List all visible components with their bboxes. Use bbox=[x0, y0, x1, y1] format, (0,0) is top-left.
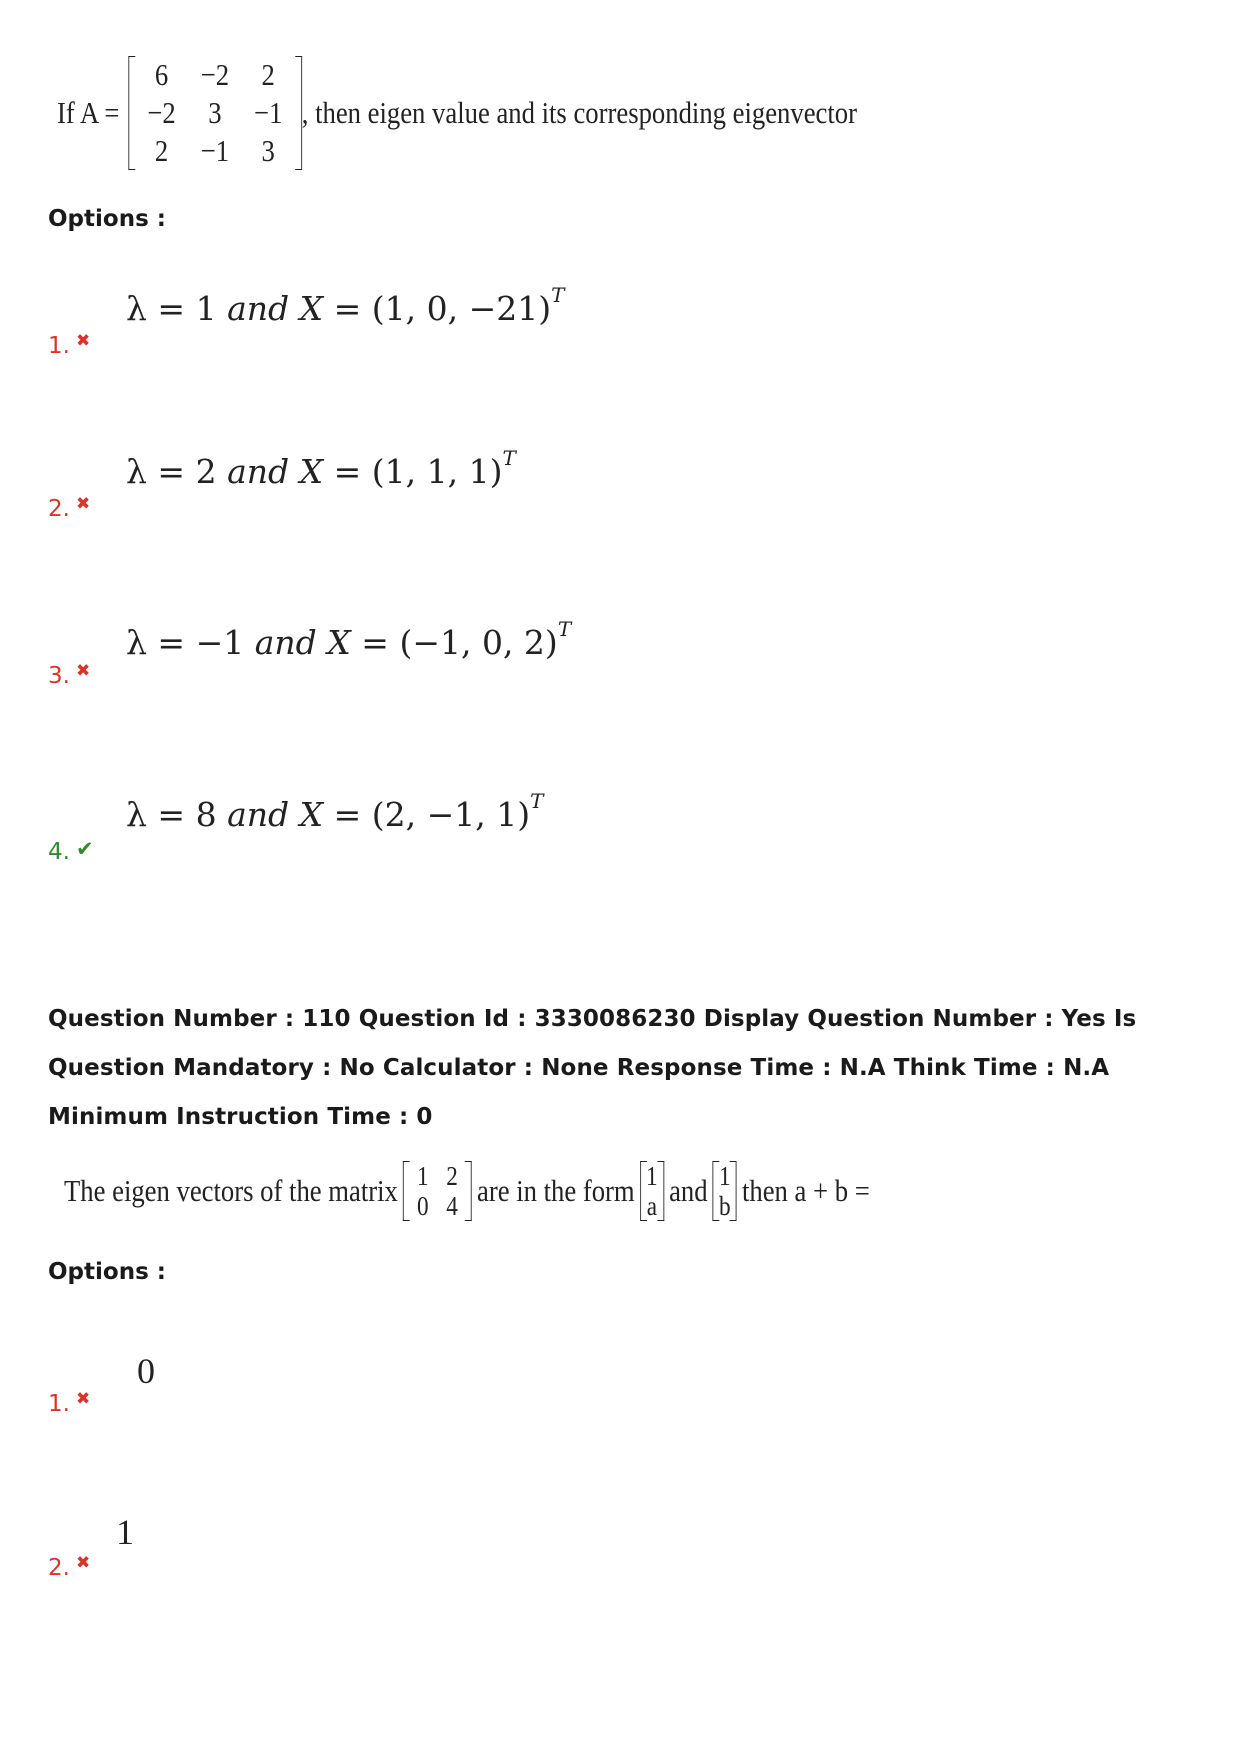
question-109-statement bbox=[57, 58, 857, 168]
wrong-icon: ✖ bbox=[75, 331, 91, 351]
option-1-content: 0 bbox=[137, 1351, 155, 1391]
option-1-number: 1. ✖ bbox=[48, 1389, 91, 1417]
option-3-number: 3. ✖ bbox=[48, 661, 91, 689]
matrix-a-cell-1-1: 3 bbox=[208, 95, 222, 130]
matrix-a-cell-2-0: 2 bbox=[154, 133, 169, 168]
option-1-content: λ = 1 and X = (1, 0, −21)$^T$ bbox=[126, 283, 565, 328]
statement-suffix: then a + b = bbox=[741, 1173, 870, 1208]
matrix-a-cell-1-0: −2 bbox=[147, 95, 176, 130]
options-label: Options : bbox=[48, 206, 166, 232]
matrix-a-cell-0-1: −2 bbox=[200, 57, 230, 92]
option-2-content: λ = 2 and X = (1, 1, 1)$^T$ bbox=[126, 446, 516, 491]
statement-mid: are in the form bbox=[476, 1173, 635, 1208]
option-2-content: 1 bbox=[116, 1512, 134, 1552]
option-1-number: 1. ✖ bbox=[48, 331, 91, 359]
option-3-content: λ = −1 and X = (−1, 0, 2)$^T$ bbox=[126, 617, 572, 662]
vector-a-cell-1-0: a bbox=[646, 1191, 658, 1221]
option-2-number: 2. ✖ bbox=[48, 494, 91, 522]
question-110-meta: Question Number : 110 Question Id : 3330086230 Display Question Number : Yes Is Question Mandatory : No Calculator : None Response Time : N.A Think Time : N.A Minimum Instruction Time : 0 bbox=[48, 1006, 1137, 1130]
matrix-2x2-cell-0-1: 2 bbox=[446, 1161, 458, 1191]
vector-b bbox=[713, 1161, 737, 1221]
matrix-a-cell-1-2: −1 bbox=[254, 95, 283, 130]
vector-a bbox=[640, 1161, 664, 1221]
question-110-statement bbox=[64, 1155, 870, 1227]
matrix-2x2-cell-1-0: 0 bbox=[417, 1191, 429, 1221]
matrix-a-cell-2-2: 3 bbox=[261, 133, 275, 168]
matrix-a-cell-2-1: −1 bbox=[200, 133, 230, 168]
matrix-2x2-cell-0-0: 1 bbox=[417, 1161, 429, 1191]
vector-b-cell-0-0: 1 bbox=[718, 1161, 731, 1191]
option-4-number: 4. ✔ bbox=[48, 837, 94, 865]
option-4-content: λ = 8 and X = (2, −1, 1)$^T$ bbox=[126, 789, 544, 834]
statement-and: and bbox=[669, 1173, 708, 1208]
wrong-icon: ✖ bbox=[75, 494, 91, 514]
statement-prefix: If A = bbox=[57, 95, 120, 130]
wrong-icon: ✖ bbox=[75, 661, 91, 681]
statement-prefix: The eigen vectors of the matrix bbox=[64, 1173, 398, 1208]
option-2-number: 2. ✖ bbox=[48, 1553, 91, 1581]
wrong-icon: ✖ bbox=[75, 1389, 91, 1409]
matrix-a-cell-0-2: 2 bbox=[261, 57, 275, 92]
matrix-a bbox=[128, 56, 302, 170]
matrix-2x2 bbox=[403, 1161, 472, 1221]
options-label: Options : bbox=[48, 1259, 166, 1285]
wrong-icon: ✖ bbox=[75, 1553, 91, 1573]
matrix-a-cell-0-0: 6 bbox=[154, 57, 169, 92]
check-icon: ✔ bbox=[75, 837, 94, 861]
statement-suffix: , then eigen value and its corresponding eigenvector bbox=[301, 95, 858, 130]
vector-b-cell-1-0: b bbox=[718, 1191, 731, 1221]
vector-a-cell-0-0: 1 bbox=[646, 1161, 658, 1191]
matrix-2x2-cell-1-1: 4 bbox=[446, 1191, 458, 1221]
